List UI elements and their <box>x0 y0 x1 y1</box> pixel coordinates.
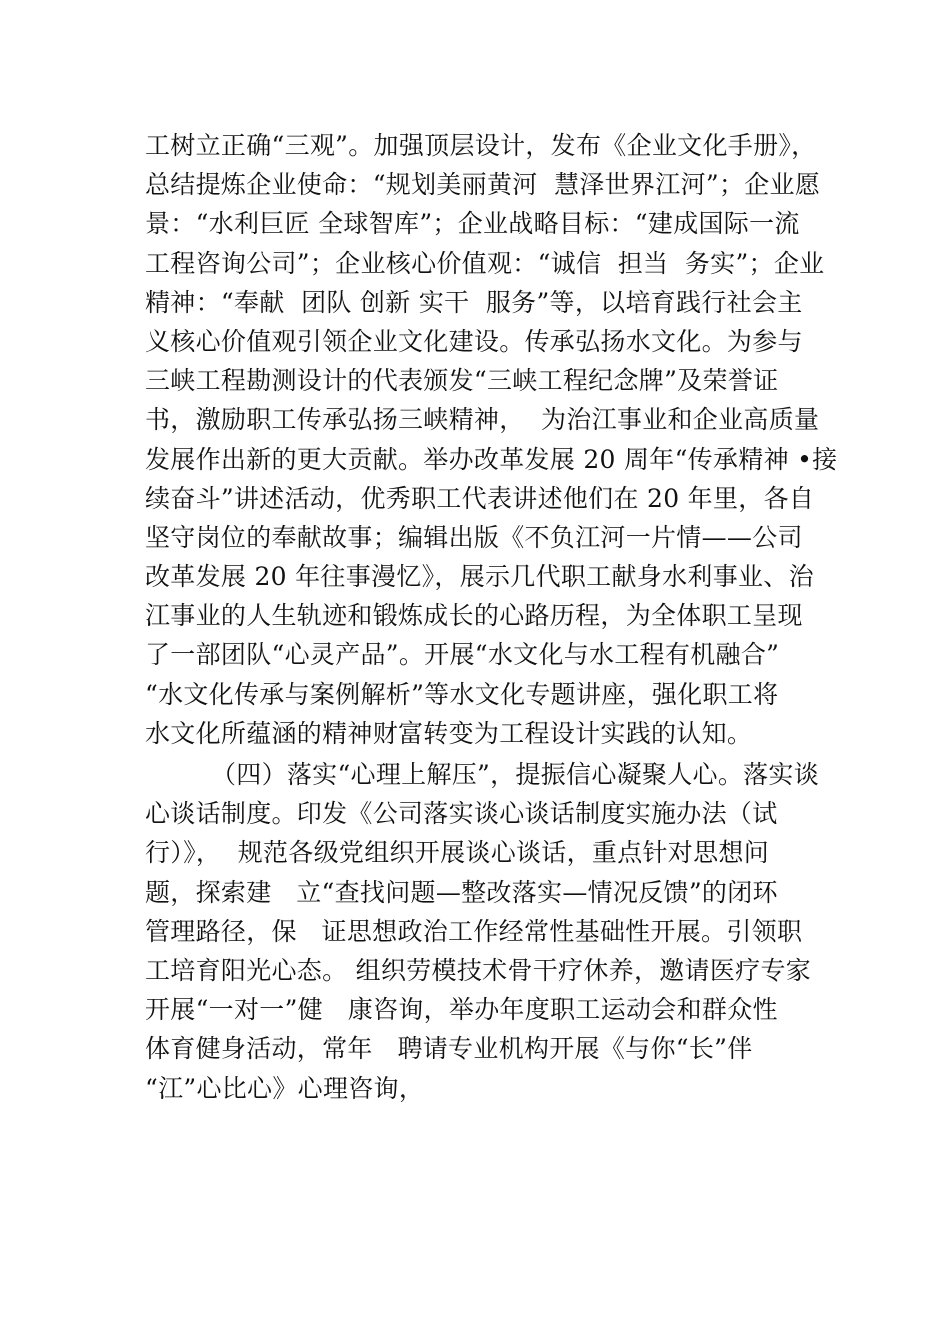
paragraph-culture <box>145 126 838 753</box>
text-line: 管理路径，保 证思想政治工作经常性基础性开展。引领职 <box>145 916 803 946</box>
text-line: 书，激励职工传承弘扬三峡精神， 为治江事业和企业高质量 <box>145 405 820 435</box>
text-line: 景：“水利巨匠 全球智库”；企业战略目标：“建成国际一流 <box>145 209 800 239</box>
text-line: 续奋斗”讲述活动，优秀职工代表讲述他们在 20 年里，各自 <box>145 483 815 513</box>
text-line: “江”心比心》心理咨询， <box>145 1073 425 1103</box>
body-text <box>145 126 838 1108</box>
paragraph-psychology <box>145 755 835 1108</box>
text-line: 义核心价值观引领企业文化建设。传承弘扬水文化。为参与 <box>145 326 803 356</box>
text-line: “水文化传承与案例解析”等水文化专题讲座，强化职工将 <box>145 679 779 709</box>
text-line: 体育健身活动，常年 聘请专业机构开展《与你“长”伴 <box>145 1034 753 1064</box>
text-line: 了一部团队“心灵产品”。开展“水文化与水工程有机融合” <box>145 640 780 670</box>
text-line: 精神：“奉献 团队 创新 实干 服务”等，以培育践行社会主 <box>145 287 803 317</box>
text-line: 题，探索建 立“查找问题—整改落实—情况反馈”的闭环 <box>145 877 778 907</box>
text-line: 开展“一对一”健 康咨询，举办年度职工运动会和群众性 <box>145 995 778 1025</box>
text-line: （四）落实“心理上解压”，提振信心凝聚人心。落实谈 <box>145 760 820 789</box>
text-line: 工培育阳光心态。 组织劳模技术骨干疗休养，邀请医疗专家 <box>145 955 812 985</box>
text-line: 工程咨询公司”；企业核心价值观：“诚信 担当 务实”；企业 <box>145 248 825 278</box>
text-line: 改革发展 20 年往事漫忆》，展示几代职工献身水利事业、治 <box>145 562 814 592</box>
text-line: 三峡工程勘测设计的代表颁发“三峡工程纪念牌”及荣誉证 <box>145 366 779 396</box>
text-line: 工树立正确“三观”。加强顶层设计，发布《企业文化手册》， <box>145 131 817 160</box>
text-line: 总结提炼企业使命：“规划美丽黄河 慧泽世界江河”；企业愿 <box>145 170 821 200</box>
text-line: 行）》， 规范各级党组织开展谈心谈话，重点针对思想问 <box>145 838 769 868</box>
text-line: 江事业的人生轨迹和锻炼成长的心路历程，为全体职工呈现 <box>145 601 803 631</box>
text-line: 心谈话制度。印发《公司落实谈心谈话制度实施办法（试 <box>145 799 778 829</box>
text-line: 水文化所蕴涵的精神财富转变为工程设计实践的认知。 <box>145 718 753 748</box>
text-line: 坚守岗位的奉献故事；编辑出版《不负江河一片情——公司 <box>145 522 803 552</box>
text-line: 发展作出新的更大贡献。举办改革发展 20 周年“传承精神 •接 <box>145 444 838 474</box>
